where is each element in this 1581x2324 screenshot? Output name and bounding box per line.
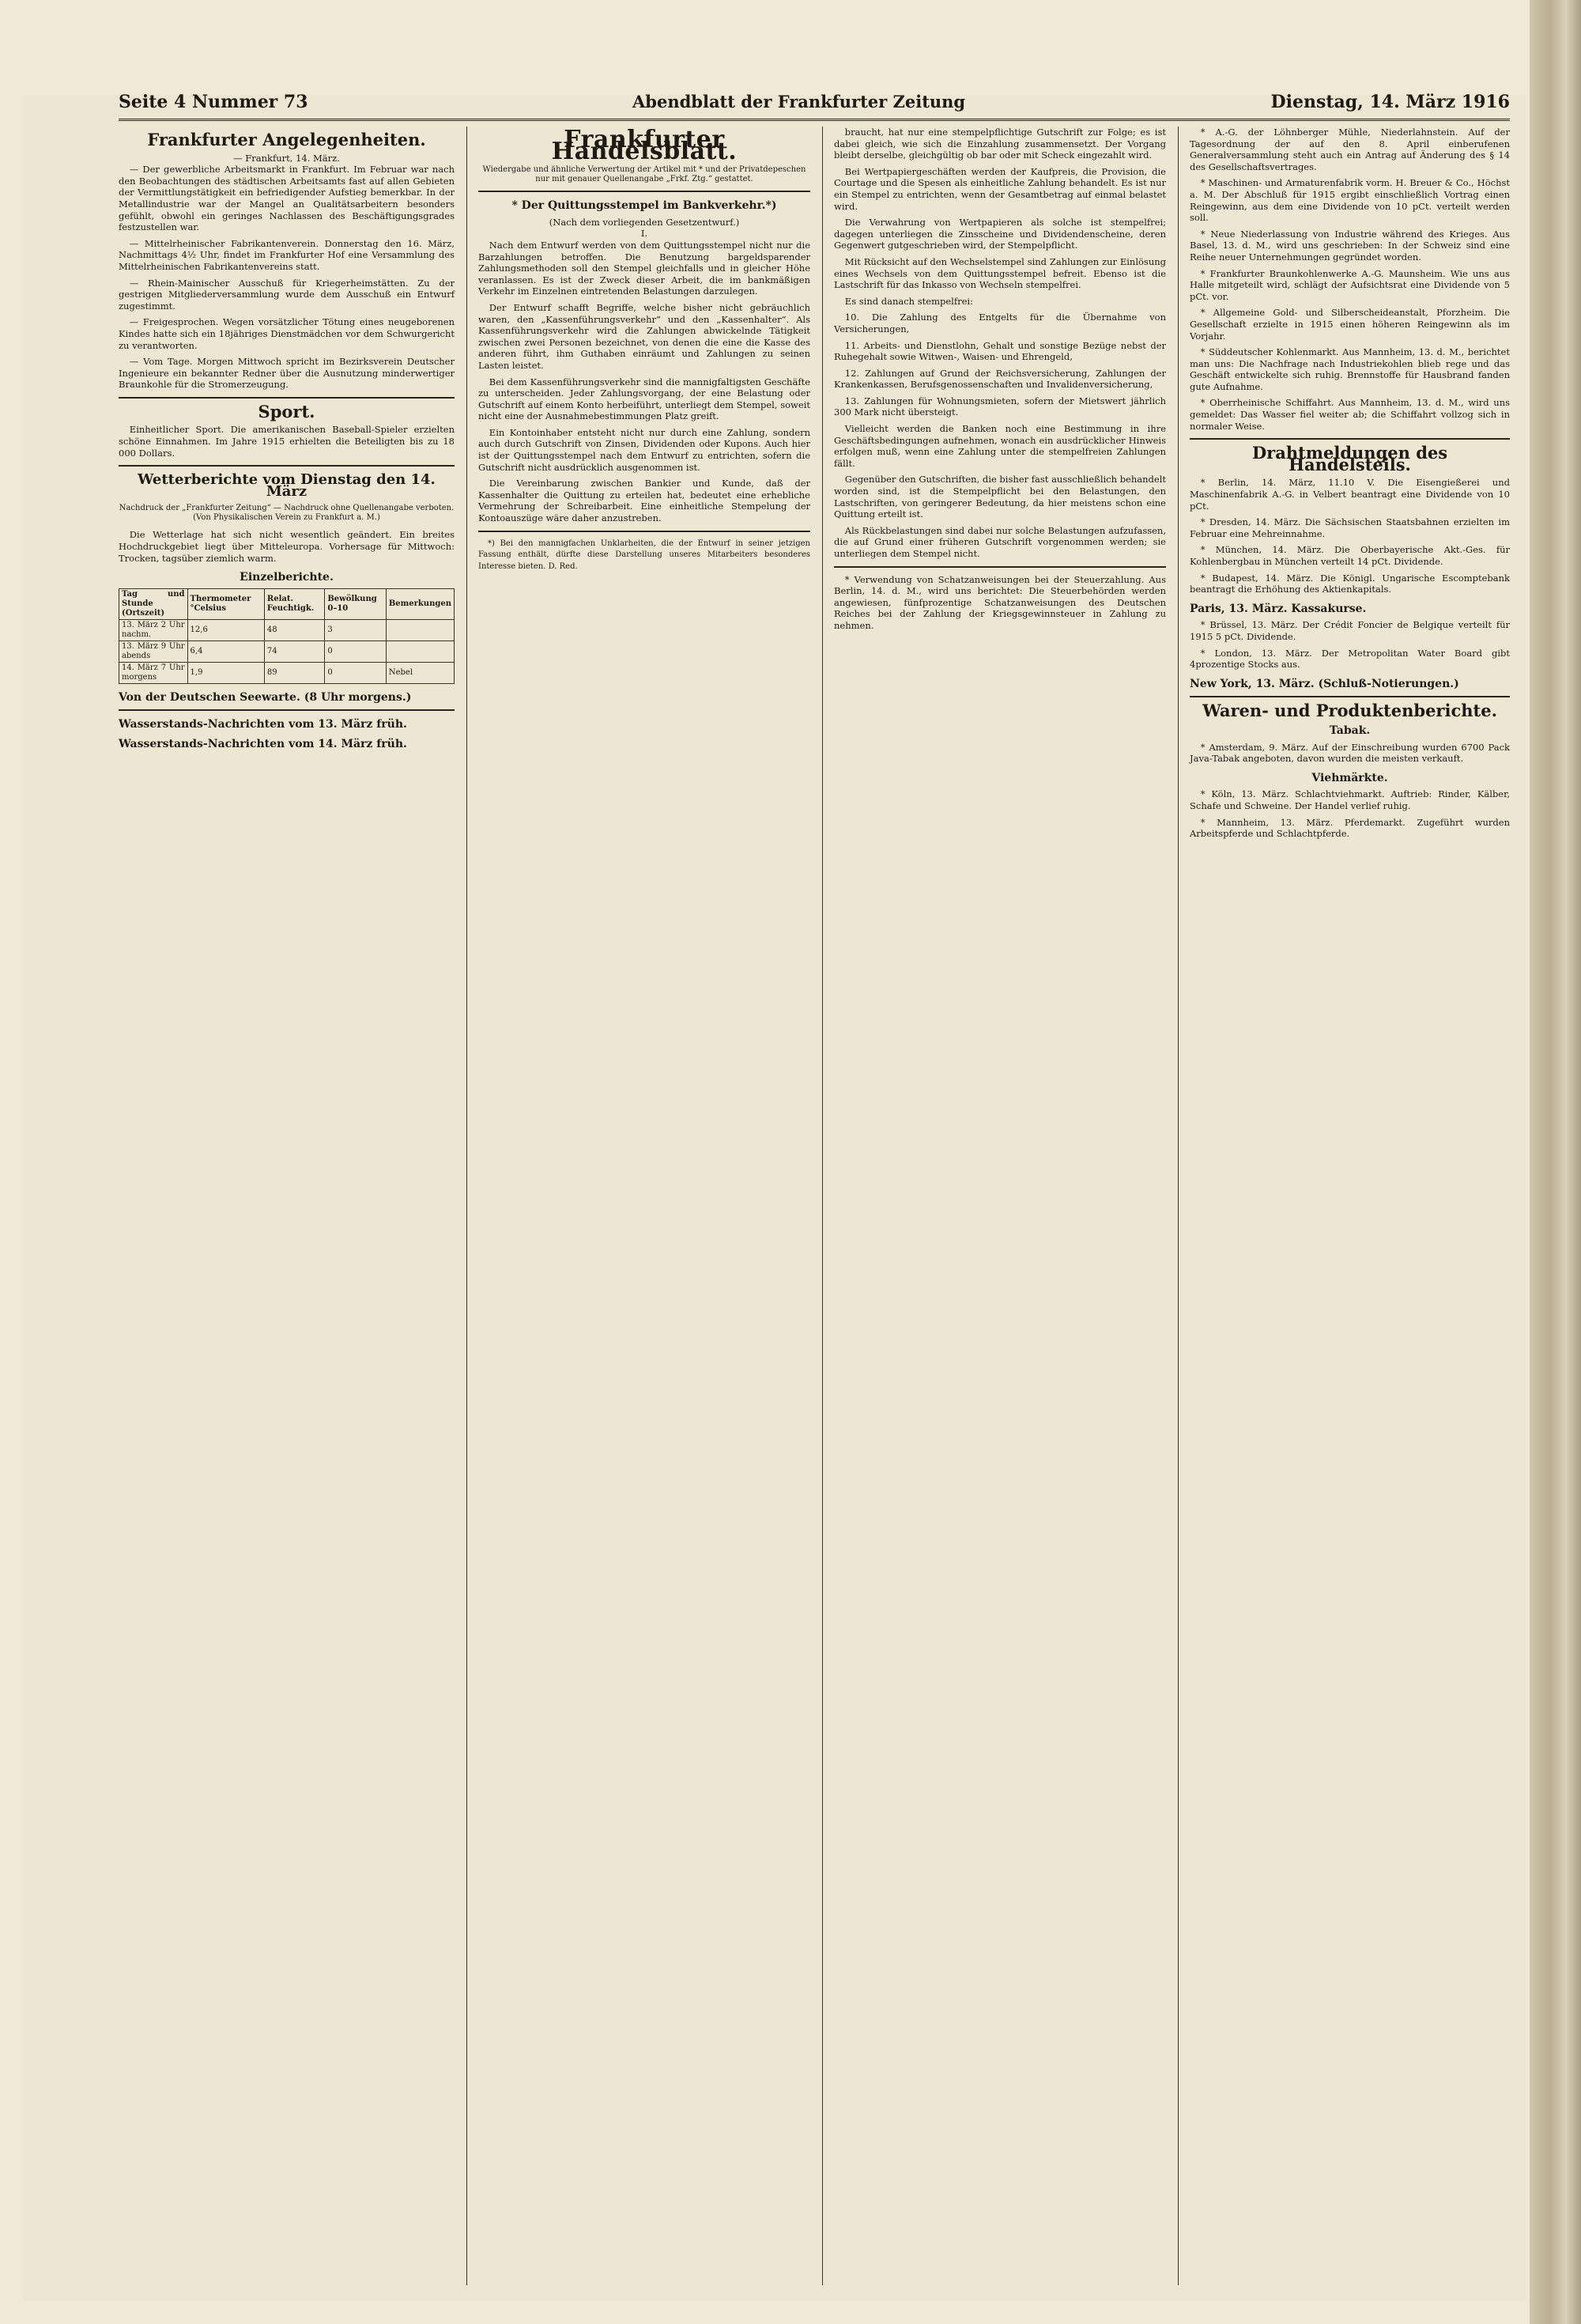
column-market-news: [1190, 127, 1510, 845]
sport-title: Sport.: [258, 401, 315, 421]
wire-report: * München, 14. März. Die Oberbayerische Akt.-Ges. für Kohlenbergbau in München verteilt 14 pCt. Dividende.: [1190, 544, 1510, 567]
article-paragraph: * Frankfurter Braunkohlenwerke A.-G. Maunsheim. Wie uns aus Halle mitgeteilt wird, schlägt der Aufsichtsrat eine Dividende von 5 pCt. vor.: [1190, 267, 1510, 302]
table-header: Thermometer °Celsius: [187, 588, 264, 619]
list-intro: Es sind danach stempelfrei:: [844, 295, 973, 307]
article-paragraph: Einheitlicher Sport. Die amerikanischen Baseball-Spieler erzielten schöne Einnahmen. Im Jahre 1915 erhielten die Beteiligten bis zu 18 000 Dollars.: [119, 424, 455, 459]
footnote: *) Bei den mannigfachen Unklarheiten, die der Entwurf in seiner jetzigen Fassung enthält, dürfte diese Darstellung unseres Mitarbeiters besonderes Interesse bieten. D. Red.: [478, 538, 810, 571]
article-paragraph: * Amsterdam, 9. März. Auf der Einschreibung wurden 6700 Pack Java-Tabak angeboten, davon wurden die meisten verkauft.: [1190, 741, 1510, 765]
column-rule: [822, 127, 823, 2285]
table-cell: 12,6: [187, 619, 264, 641]
article-paragraph: Als Rückbelastungen sind dabei nur solche Belastungen aufzufassen, die auf Grund einer früheren Gutschrift vorgenommen werden; sie unterliegen dem Stempel nicht.: [834, 524, 1166, 559]
newspaper-name: Abendblatt der Frankfurter Zeitung: [632, 92, 966, 111]
column-rule: [466, 127, 467, 2285]
table-cell: 0: [325, 641, 386, 662]
section-title: Frankfurter Angelegenheiten.: [147, 130, 426, 149]
exchange-heading: Paris, 13. März. Kassakurse.: [1190, 602, 1367, 615]
table-header: Relat. Feuchtigk.: [264, 588, 324, 619]
subsection-title: Viehmärkte.: [1311, 771, 1388, 784]
article-paragraph: * Neue Niederlassung von Industrie während des Krieges. Aus Basel, 13. d. M., wird uns geschrieben: In der Schweiz sind eine Reihe neuer Unternehmungen gegründet worden.: [1190, 228, 1510, 263]
article-paragraph: braucht, hat nur eine stempelpflichtige Gutschrift zur Folge; es ist dabei gleich, wie sich die Einzahlung zusammensetzt. Der Vorgang bleibt derselbe, gleichgültig ob bar oder mit Scheck eingezahlt wird.: [834, 127, 1166, 161]
column-local-news: [119, 127, 455, 755]
column-trade-paper: [478, 127, 810, 577]
article-paragraph: Der Entwurf schafft Begriffe, welche bisher nicht gebräuchlich waren, den „Kassenführungsverkehr“ und den „Kassenhalter“. Als Kassenführungsverkehr wird die Zahlungen abwickelnde Tätigkeit zwischen zwei Personen bezeichnet, von denen die eine die Kasse des anderen führt, ihm Guthaben einräumt und Zahlungen zu seinen Lasten leistet.: [478, 301, 810, 371]
section-subtitle: Wiedergabe und ähnliche Verwertung der Artikel mit * und der Privatdepeschen nur mit genauer Quellenangabe „Frkf. Ztg.“ gestattet.: [482, 165, 806, 184]
article-paragraph: — Rhein-Mainischer Ausschuß für Kriegerheimstätten. Zu der gestrigen Mitgliederversammlung wurde dem Ausschuß ein Entwurf zugestimmt.: [119, 277, 455, 312]
article-paragraph: * Mannheim, 13. März. Pferdemarkt. Zugeführt wurden Arbeitspferde und Schlachtpferde.: [1190, 816, 1510, 840]
article-paragraph: Nach dem Entwurf werden von dem Quittungsstempel nicht nur die Barzahlungen betroffen. Die Benutzung bargeldsparender Zahlungsmethoden soll den Stempel gleichfalls und in gleicher Höhe veranlassen. Es ist der Zweck dieser Arbeit, die im bankmäßigen Verkehr im Einzelnen eintretenden Belastungen darzulegen.: [478, 239, 810, 297]
wire-reports-title: Drahtmeldungen des Handelsteils.: [1251, 443, 1448, 474]
table-header: Tag und Stunde (Ortszeit): [119, 588, 188, 619]
dateline: — Frankfurt, 14. März.: [233, 152, 340, 164]
column-rule: [1178, 127, 1179, 2285]
page-number: Seite 4 Nummer 73: [119, 92, 308, 112]
article-paragraph: — Vom Tage. Morgen Mittwoch spricht im Bezirksverein Deutscher Ingenieure ein bekannter Redner über die Ausnutzung minderwertiger Braunkohle für die Stromerzeugung.: [119, 356, 455, 391]
article-title: * Der Quittungsstempel im Bankverkehr.*): [511, 199, 777, 213]
article-paragraph: — Freigesprochen. Wegen vorsätzlicher Tötung eines neugeborenen Kindes hatte sich ein 18jähriges Dienstmädchen vor dem Schwurgericht zu verantworten.: [119, 316, 455, 351]
section-title: Frankfurter Handelsblatt.: [551, 126, 738, 165]
table-cell: 6,4: [187, 641, 264, 662]
weather-subtitle: Nachdruck der „Frankfurter Zeitung“ — Nachdruck ohne Quellenangabe verboten. (Von Physikalischen Verein zu Frankfurt a. M.): [119, 504, 455, 523]
table-cell: [386, 641, 454, 662]
issue-date: Dienstag, 14. März 1916: [1270, 92, 1510, 112]
seewarte-title: Von der Deutschen Seewarte. (8 Uhr morgens.): [119, 690, 412, 704]
article-paragraph: Die Wetterlage hat sich nicht wesentlich geändert. Ein breites Hochdruckgebiet liegt über Mitteleuropa. Vorhersage für Mittwoch: Trocken, tagsüber ziemlich warm.: [119, 529, 455, 564]
weather-table: [119, 588, 455, 684]
table-cell: 3: [325, 619, 386, 641]
table-cell: 48: [264, 619, 324, 641]
article-paragraph: Bei dem Kassenführungsverkehr sind die mannigfaltigsten Geschäfte zu unterscheiden. Jeder Zahlungsvorgang, der eine Belastung oder Gutschrift auf einem Konto herbeiführt, unterliegt dem Stempel, soweit nicht eine der Ausnahmebestimmungen Platz greift.: [478, 376, 810, 422]
list-item: 12. Zahlungen auf Grund der Reichsversicherung, Zahlungen der Krankenkassen, Berufsgenossenschaften und Invalidenversicherung,: [834, 367, 1166, 391]
exchange-heading: New York, 13. März. (Schluß-Notierungen.): [1190, 677, 1459, 690]
table-cell: 0: [325, 662, 386, 683]
table-cell: 13. März 2 Uhr nachm.: [119, 619, 188, 641]
table-header: Bemerkungen: [386, 588, 454, 619]
table-header: Bewölkung 0–10: [325, 588, 386, 619]
table-cell: Nebel: [386, 662, 454, 683]
article-paragraph: * Verwendung von Schatzanweisungen bei der Steuerzahlung. Aus Berlin, 14. d. M., wird uns berichtet: Die Steuerbehörden werden angewiesen, fünfprozentige Schatzanweisungen des Deutschen Reiches bei der Zahlung der Kriegsgewinnsteuer in Zahlung zu nehmen.: [834, 573, 1166, 631]
article-paragraph: * Allgemeine Gold- und Silberscheideanstalt, Pforzheim. Die Gesellschaft erzielte in 1915 einen höheren Reingewinn als im Vorjahr.: [1190, 307, 1510, 342]
article-paragraph: Ein Kontoinhaber entsteht nicht nur durch eine Zahlung, sondern auch durch Gutschrift von Zinsen, Dividenden oder Kupons. Auch hier ist der Quittungsstempel nach dem Entwurf zu entrichten, sofern die Gutschrift nicht ausdrücklich ausgenommen ist.: [478, 426, 810, 473]
table-cell: 1,9: [187, 662, 264, 683]
article-paragraph: Die Vereinbarung zwischen Bankier und Kunde, daß der Kassenhalter die Quittung zu erteilen hat, bedeutet eine erhebliche Vermehrung der Schreibarbeit. Eine einheitliche Stempelung der Kontoauszüge wäre daher anzustreben.: [478, 478, 810, 524]
article-paragraph: * Maschinen- und Armaturenfabrik vorm. H. Breuer & Co., Höchst a. M. Der Abschluß für 1915 ergibt einschließlich Vortrag einen Reingewinn, aus dem eine Dividende von 10 pCt. verteilt werden soll.: [1190, 177, 1510, 224]
commodity-reports-title: Waren- und Produktenberichte.: [1202, 701, 1497, 721]
table-row: [119, 662, 455, 683]
wire-report: * London, 13. März. Der Metropolitan Water Board gibt 4prozentige Stocks aus.: [1190, 647, 1510, 671]
article-paragraph: Die Verwahrung von Wertpapieren als solche ist stempelfrei; dagegen unterliegen die Zinsscheine und Dividendenscheine, deren Gegenwert gutgeschrieben wird, der Stempelpflicht.: [834, 217, 1166, 251]
weather-title: Wetterberichte vom Dienstag den 14. März: [138, 471, 436, 500]
wire-report: * Budapest, 14. März. Die Königl. Ungarische Escomptebank beantragt die Erhöhung des Aktienkapitals.: [1190, 572, 1510, 595]
table-cell: 89: [264, 662, 324, 683]
water-level-title: Wasserstands-Nachrichten vom 14. März früh.: [119, 738, 407, 750]
wire-report: * Dresden, 14. März. Die Sächsischen Staatsbahnen erzielten im Februar eine Mehreinnahme.: [1190, 516, 1510, 539]
article-paragraph: * Süddeutscher Kohlenmarkt. Aus Mannheim, 13. d. M., berichtet man uns: Die Nachfrage nach Industriekohlen blieb rege und das Geschäft entwickelte sich ruhig. Brennstoffe für Hausbrand fanden gute Aufnahme.: [1190, 346, 1510, 392]
water-level-title: Wasserstands-Nachrichten vom 13. März früh.: [119, 718, 407, 731]
article-paragraph: * A.-G. der Löhnberger Mühle, Niederlahnstein. Auf der Tagesordnung der auf den 8. April einberufenen Generalversammlung steht auch ein Antrag auf Änderung des § 14 des Gesellschaftsvertrages.: [1190, 127, 1510, 172]
einzel-title: Einzelberichte.: [240, 571, 334, 584]
article-paragraph: Mit Rücksicht auf den Wechselstempel sind Zahlungen zur Einlösung eines Wechsels von dem Quittungsstempel befreit. Ebenso ist die Lastschrift für das Inkasso von Wechseln stempelfrei.: [834, 255, 1166, 291]
subsection-title: Tabak.: [1329, 724, 1371, 737]
table-cell: 74: [264, 641, 324, 662]
article-paragraph: * Oberrheinische Schiffahrt. Aus Mannheim, 13. d. M., wird uns gemeldet: Das Wasser fiel weiter ab; die Schiffahrt vollzog sich in normaler Weise.: [1190, 397, 1510, 432]
table-cell: [386, 619, 454, 641]
article-paragraph: Vielleicht werden die Banken noch eine Bestimmung in ihre Geschäftsbedingungen aufnehmen, wonach ein ausdrücklicher Hinweis erfolgen muß, wenn eine Zahlung unter die stempelfreien Zahlungen fällt.: [834, 423, 1166, 469]
article-part: I.: [640, 228, 648, 240]
list-item: 13. Zahlungen für Wohnungsmieten, sofern der Mietswert jährlich 300 Mark nicht übersteigt.: [834, 395, 1166, 418]
column-trade-continued: [834, 127, 1166, 637]
table-cell: 14. März 7 Uhr morgens: [119, 662, 188, 683]
article-paragraph: * Köln, 13. März. Schlachtviehmarkt. Auftrieb: Rinder, Kälber, Schafe und Schweine. Der Handel verlief ruhig.: [1190, 788, 1510, 811]
table-row: [119, 619, 455, 641]
table-cell: 13. März 9 Uhr abends: [119, 641, 188, 662]
article-paragraph: — Der gewerbliche Arbeitsmarkt in Frankfurt. Im Februar war nach den Beobachtungen des städtischen Arbeitsamts fast auf allen Gebieten der Vermittlungstätigkeit ein befriedigender Aufstieg bemerkbar. In der Metallindustrie war der Mangel an Qualitätsarbeitern besonders gefühlt, obwohl ein geringes Nachlassen des Beschäftigungsgrades festzustellen war.: [119, 164, 455, 233]
table-row: [119, 641, 455, 662]
article-subtitle: (Nach dem vorliegenden Gesetzentwurf.): [549, 216, 740, 228]
page-header: [119, 87, 1510, 121]
binding-edge: [1530, 0, 1581, 2324]
wire-report: * Brüssel, 13. März. Der Crédit Foncier de Belgique verteilt für 1915 5 pCt. Dividende.: [1190, 619, 1510, 642]
wire-report: * Berlin, 14. März, 11.10 V. Die Eisengießerei und Maschinenfabrik A.-G. in Velbert beantragt eine Dividende von 10 pCt.: [1190, 477, 1510, 512]
list-item: 11. Arbeits- und Dienstlohn, Gehalt und sonstige Bezüge nebst der Ruhegehalt sowie Witwen-, Waisen- und Ehrengeld,: [834, 339, 1166, 363]
article-paragraph: Gegenüber den Gutschriften, die bisher fast ausschließlich behandelt worden sind, ist die Stempelpflicht bei den Belastungen, den Lastschriften, von geringerer Bedeutung, da hier meistens schon eine Quittung erteilt ist.: [834, 474, 1166, 520]
article-paragraph: — Mittelrheinischer Fabrikantenverein. Donnerstag den 16. März, Nachmittags 4½ Uhr, findet im Frankfurter Hof eine Versammlung des Mittelrheinischen Fabrikantenvereins statt.: [119, 237, 455, 272]
article-paragraph: Bei Wertpapiergeschäften werden der Kaufpreis, die Provision, die Courtage und die Spesen als einheitliche Zahlung behandelt. Es ist nur ein Stempel zu entrichten, wenn der Gesamtbetrag auf einmal belastet wird.: [834, 165, 1166, 212]
list-item: 10. Die Zahlung des Entgelts für die Übernahme von Versicherungen,: [834, 312, 1166, 334]
